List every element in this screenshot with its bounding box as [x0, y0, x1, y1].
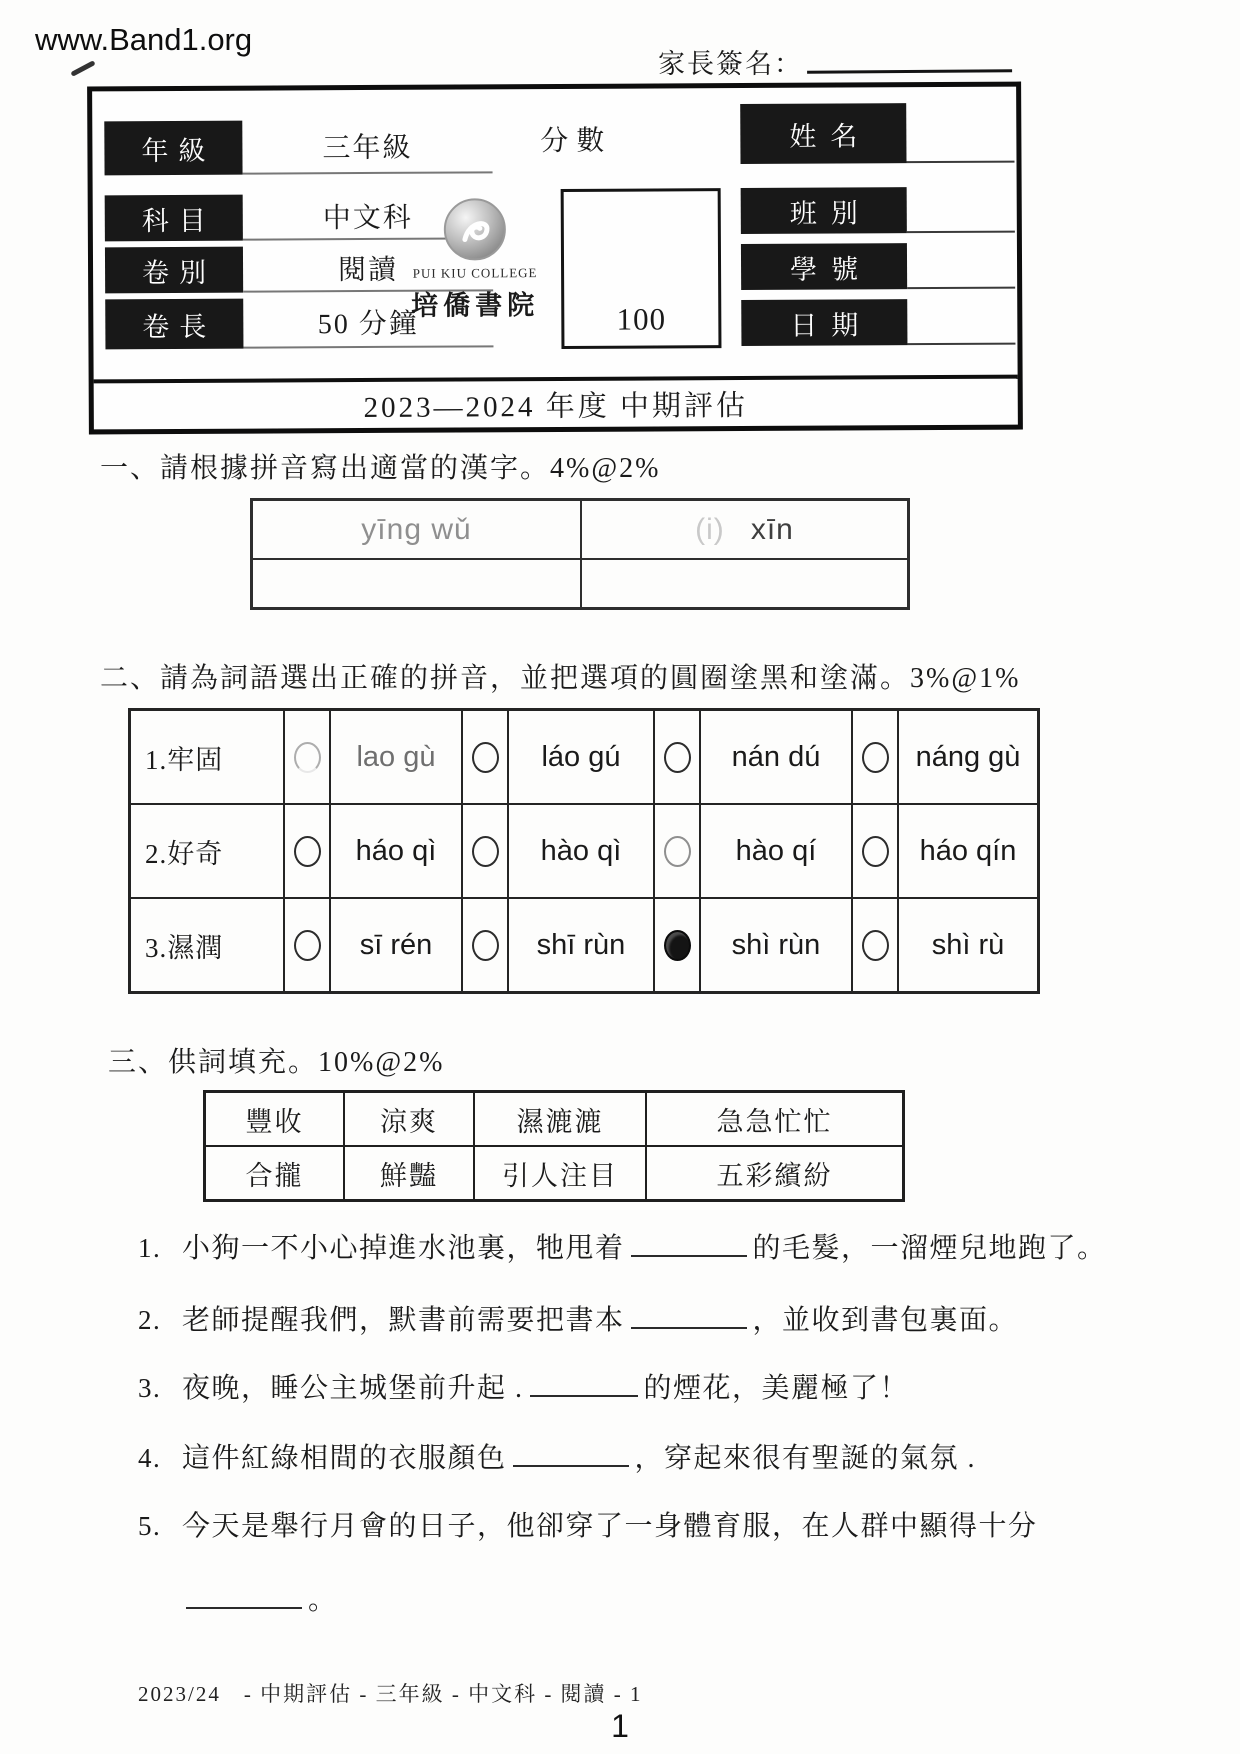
- option-circle: [862, 742, 889, 773]
- answer-blank: [631, 1299, 747, 1329]
- fill-in-sentence-5-blank-line: [180, 1578, 1170, 1618]
- sentence-text-post: 。: [308, 1585, 338, 1616]
- watermark-url: www.Band1.org: [35, 22, 253, 57]
- school-logo-icon: [443, 197, 507, 261]
- option-text: háo qín: [919, 834, 1017, 867]
- score-label: 分數: [540, 125, 613, 158]
- mc-row-3: [131, 897, 1037, 991]
- score-max-value: 100: [616, 301, 667, 337]
- field-date: [741, 299, 1015, 346]
- option-text: hào qì: [540, 834, 622, 867]
- sentence-text-pre: 今天是舉行月會的日子，他卻穿了一身體育服，在人群中顯得十分: [182, 1511, 1038, 1542]
- sentence-text-pre: 小狗一不小心掉進水池裏，牠甩着: [182, 1233, 625, 1264]
- option-text: náng gù: [915, 740, 1021, 773]
- option-text: háo qì: [355, 834, 437, 867]
- option-circle: [472, 836, 499, 867]
- option-circle-filled: [664, 930, 691, 961]
- parent-signature-line: [807, 43, 1012, 73]
- option-text: láo gú: [541, 740, 621, 773]
- option-text: shī rùn: [536, 928, 626, 961]
- field-grade-label: 年級: [104, 121, 242, 176]
- sentence-text-post: 的煙花，美麗極了！: [643, 1373, 910, 1404]
- fill-in-sentence-5: [138, 1504, 1128, 1544]
- word-bank-item: 急急忙忙: [645, 1093, 902, 1145]
- option-circle: [862, 930, 889, 961]
- word-bank-item: 合攏: [245, 1160, 304, 1191]
- field-grade-value: 三年級: [242, 119, 492, 174]
- option-text: hào qí: [735, 834, 817, 867]
- score-box: [561, 188, 722, 349]
- option-circle: [472, 742, 499, 773]
- fill-in-sentence-2: [138, 1298, 1128, 1338]
- mc-word-1: 1.牢固: [145, 744, 224, 775]
- word-bank-item: 引人注目: [473, 1147, 645, 1199]
- field-class-label: 班別: [741, 187, 907, 234]
- option-text: sī rén: [359, 928, 433, 961]
- field-name-blank-line: [906, 101, 1014, 164]
- sentence-text-post: ，並收到書包裏面。: [752, 1305, 1019, 1336]
- option-text: shì rù: [931, 928, 1005, 961]
- mc-word-2: 2.好奇: [145, 838, 224, 869]
- field-student-number-blank-line: [907, 241, 1015, 290]
- pinyin-cell-left: [253, 501, 580, 558]
- mc-row-1: [131, 711, 1037, 803]
- school-logo: [405, 197, 546, 323]
- field-date-blank-line: [907, 297, 1015, 346]
- pinyin-text-right: xīn: [750, 512, 794, 546]
- pinyin-text-left: yīng wǔ: [361, 512, 472, 546]
- section3-heading: 三、供詞填充。10%@2%: [108, 1047, 445, 1078]
- sentence-number: 3.: [138, 1373, 162, 1403]
- field-name-label: 姓名: [740, 103, 906, 164]
- word-bank-item: 鮮豔: [343, 1147, 473, 1199]
- answer-blank: [513, 1437, 629, 1467]
- field-subject-value: 中文科: [243, 193, 493, 240]
- field-paper-type-label: 卷別: [105, 247, 243, 294]
- section1-pinyin-table: [250, 498, 910, 610]
- word-bank-table: [203, 1090, 905, 1202]
- parent-signature-row: [658, 42, 1012, 81]
- field-class-blank-line: [907, 185, 1015, 234]
- fill-in-sentence-1: [138, 1226, 1128, 1266]
- sentence-text-pre: 這件紅綠相間的衣服顏色: [182, 1443, 507, 1474]
- option-circle: [664, 742, 691, 773]
- answer-blank: [530, 1367, 638, 1397]
- word-bank-row-2: [206, 1145, 902, 1199]
- field-class: [741, 187, 1015, 234]
- option-circle: [294, 836, 321, 867]
- option-text: nán dú: [731, 740, 821, 773]
- sentence-number: 5.: [138, 1511, 162, 1541]
- fill-in-sentence-4: [138, 1436, 1128, 1476]
- section2-mc-table: [128, 708, 1040, 994]
- option-circle: [472, 930, 499, 961]
- field-duration-value: 50 分鐘: [243, 297, 493, 348]
- sentence-text-post: ，穿起來很有聖誕的氣氛 .: [634, 1443, 977, 1474]
- sentence-text-pre: 夜晚，睡公主城堡前升起 .: [182, 1373, 524, 1404]
- sentence-number: 1.: [138, 1233, 162, 1263]
- answer-cell-left: [253, 558, 580, 607]
- field-date-label: 日期: [741, 299, 907, 346]
- field-duration-label: 卷長: [105, 299, 243, 350]
- option-circle: [664, 836, 691, 867]
- word-bank-item: 五彩繽紛: [645, 1147, 902, 1199]
- section2-heading: 二、請為詞語選出正確的拼音，並把選項的圓圈塗黑和塗滿。3%@1%: [100, 663, 1021, 694]
- field-student-number-label: 學號: [741, 243, 907, 290]
- section1-heading: 一、請根據拼音寫出適當的漢字。4%@2%: [100, 453, 661, 484]
- field-student-number: [741, 243, 1015, 290]
- pen-mark: [70, 60, 95, 77]
- sentence-text-pre: 老師提醒我們，默書前需要把書本: [182, 1305, 625, 1336]
- field-subject-label: 科目: [105, 195, 243, 242]
- field-grade: [104, 119, 492, 175]
- option-text: lao gù: [356, 740, 436, 773]
- answer-blank: [186, 1579, 302, 1609]
- school-name-chinese: 培僑書院: [411, 290, 540, 321]
- pinyin-cell-right: [580, 501, 907, 558]
- page-number: 1: [611, 1708, 629, 1744]
- field-paper-type-value: 閱讀: [243, 245, 493, 292]
- exam-header-box: [87, 82, 1023, 435]
- option-circle: [294, 742, 321, 773]
- parent-signature-label: 家長簽名：: [658, 49, 803, 79]
- school-name-english: PUI KIU COLLEGE: [412, 265, 538, 281]
- mc-row-2: [131, 803, 1037, 897]
- option-text: shì rùn: [731, 928, 821, 961]
- word-bank-row-1: [206, 1093, 902, 1145]
- answer-cell-right: [580, 558, 907, 607]
- option-circle: [862, 836, 889, 867]
- answer-blank: [631, 1227, 747, 1257]
- sentence-text-post: 的毛髮，一溜煙兒地跑了。: [752, 1233, 1107, 1264]
- mc-word-3: 3.濕潤: [145, 932, 224, 963]
- sentence-number: 2.: [138, 1305, 162, 1335]
- word-bank-item: 涼爽: [343, 1093, 473, 1145]
- field-name: [740, 103, 1014, 164]
- footer-reference: 2023/24 - 中期評估 - 三年級 - 中文科 - 閱讀 - 1: [138, 1682, 643, 1706]
- option-circle: [294, 930, 321, 961]
- word-bank-item: 豐收: [245, 1106, 304, 1137]
- fill-in-sentence-3: [138, 1366, 1128, 1406]
- word-bank-item: 濕漉漉: [473, 1093, 645, 1145]
- pinyin-text-right-faint: (i): [695, 512, 725, 546]
- exam-title: 2023—2024 年度 中期評估: [94, 375, 1018, 430]
- sentence-number: 4.: [138, 1443, 162, 1473]
